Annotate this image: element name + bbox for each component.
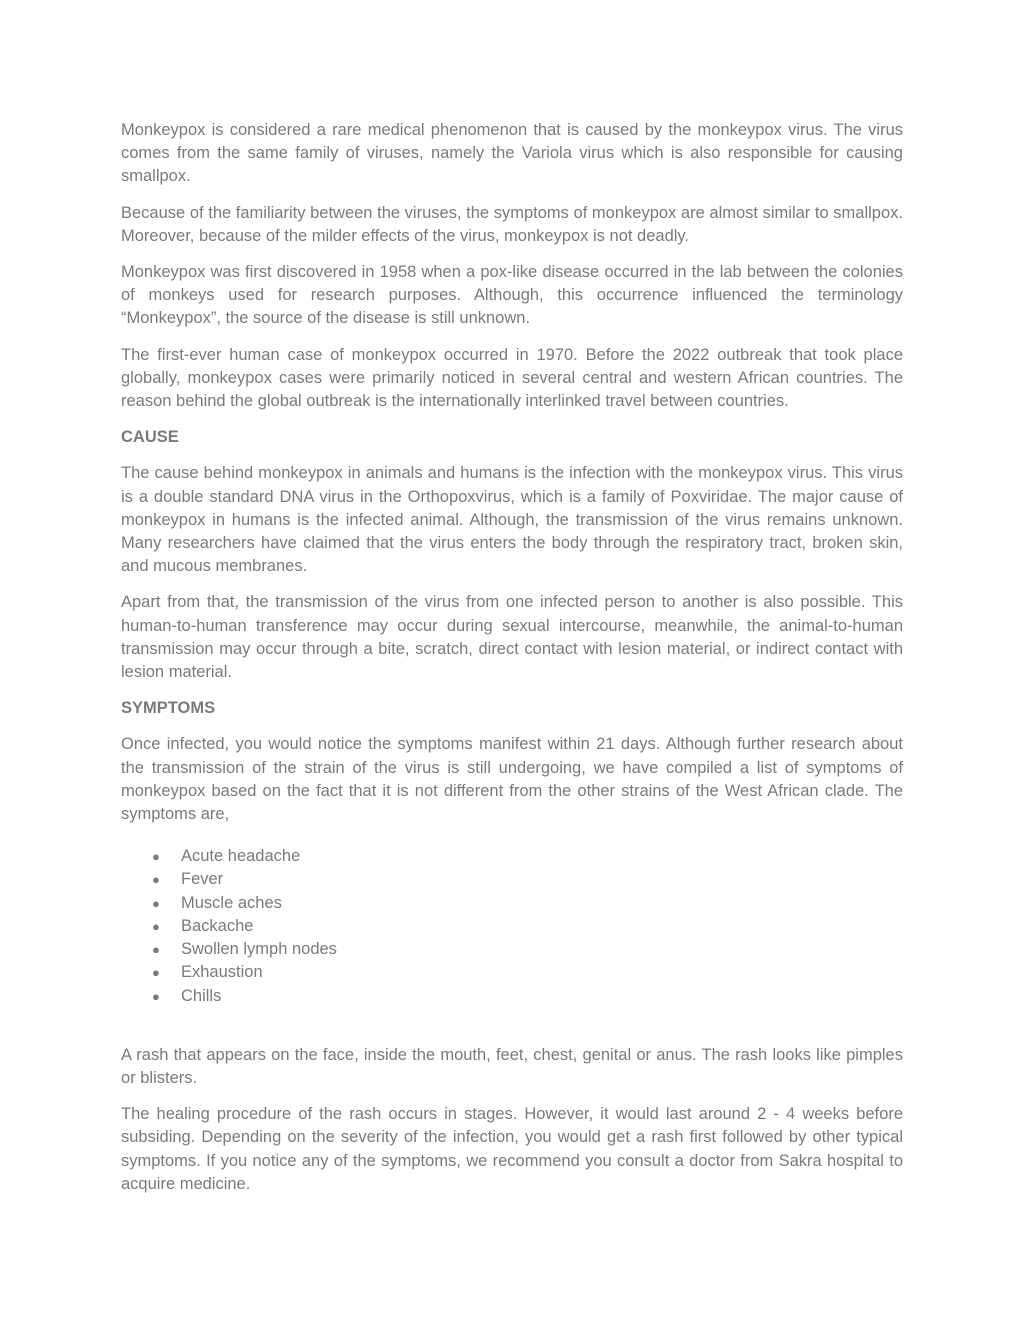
list-item <box>152 868 903 891</box>
list-item <box>152 845 903 868</box>
healing-paragraph: The healing procedure of the rash occurs in stages. However, it would last around 2 - 4 weeks before subsiding. Depending on the severity of the infection, you would get a rash first followed by other typical symptoms. If you notice any of the symptoms, we recommend you consult a doctor from Sakra hospital to acquire medicine. <box>121 1105 903 1193</box>
list-item-text: Chills <box>181 986 222 1005</box>
intro-paragraph: The first-ever human case of monkeypox occurred in 1970. Before the 2022 outbreak that took place globally, monkeypox cases were primarily noticed in several central and western African countries. The reason behind the global outbreak is the internationally interlinked travel between countries. <box>121 345 903 411</box>
intro-paragraph: Monkeypox is considered a rare medical phenomenon that is caused by the monkeypox virus. The virus comes from the same family of viruses, namely the Variola virus which is also responsible for causing smallpox. <box>121 121 903 186</box>
list-item-text: Backache <box>181 916 254 935</box>
bullet-icon: ● <box>152 965 160 981</box>
list-item-text: Muscle aches <box>181 893 282 912</box>
list-item <box>152 985 903 1008</box>
bullet-icon: ● <box>152 942 160 958</box>
intro-paragraph: Monkeypox was first discovered in 1958 when a pox-like disease occurred in the lab between the colonies of monkeys used for research purposes. Although, this occurrence influenced the terminology “Monkeypox”, the source of the disease is still unknown. <box>121 263 903 328</box>
cause-paragraph: The cause behind monkeypox in animals and humans is the infection with the monkeypox virus. This virus is a double standard DNA virus in the Orthopoxvirus, which is a family of Poxviridae. The major cause of monkeypox in humans is the infected animal. Although, the transmission of the virus remains unknown. Many researchers have claimed that the virus enters the body through the respiratory tract, broken skin, and mucous membranes. <box>121 464 903 576</box>
list-item-text: Exhaustion <box>181 963 263 982</box>
list-item <box>152 961 903 984</box>
symptoms-heading: SYMPTOMS <box>121 699 216 718</box>
list-item <box>152 915 903 938</box>
list-item <box>152 892 903 915</box>
list-item-text: Fever <box>181 870 224 889</box>
rash-paragraph: A rash that appears on the face, inside the mouth, feet, chest, genital or anus. The rash looks like pimples or blisters. <box>121 1045 903 1087</box>
intro-paragraph: Because of the familiarity between the viruses, the symptoms of monkeypox are almost similar to smallpox. Moreover, because of the milder effects of the virus, monkeypox is not deadly. <box>121 203 903 245</box>
bullet-icon: ● <box>152 918 160 934</box>
bullet-icon: ● <box>152 872 160 888</box>
cause-paragraph: Apart from that, the transmission of the virus from one infected person to another is also possible. This human-to-human transference may occur during sexual intercourse, meanwhile, the animal-to-human transmission may occur through a bite, scratch, direct contact with lesion material, or indirect contact with lesion material. <box>121 593 903 682</box>
bullet-icon: ● <box>152 988 160 1004</box>
symptoms-intro-paragraph: Once infected, you would notice the symptoms manifest within 21 days. Although further research about the transmission of the strain of the virus is still undergoing, we have compiled a list of symptoms of monkeypox based on the fact that it is not different from the other strains of the West African clade. The symptoms are, <box>121 735 903 824</box>
document-body <box>121 119 903 1209</box>
bullet-icon: ● <box>152 895 160 911</box>
cause-heading: CAUSE <box>121 428 179 447</box>
list-item <box>152 938 903 961</box>
symptoms-list <box>121 845 903 1007</box>
list-item-text: Acute headache <box>181 847 301 866</box>
bullet-icon: ● <box>152 849 160 865</box>
list-item-text: Swollen lymph nodes <box>181 940 337 959</box>
